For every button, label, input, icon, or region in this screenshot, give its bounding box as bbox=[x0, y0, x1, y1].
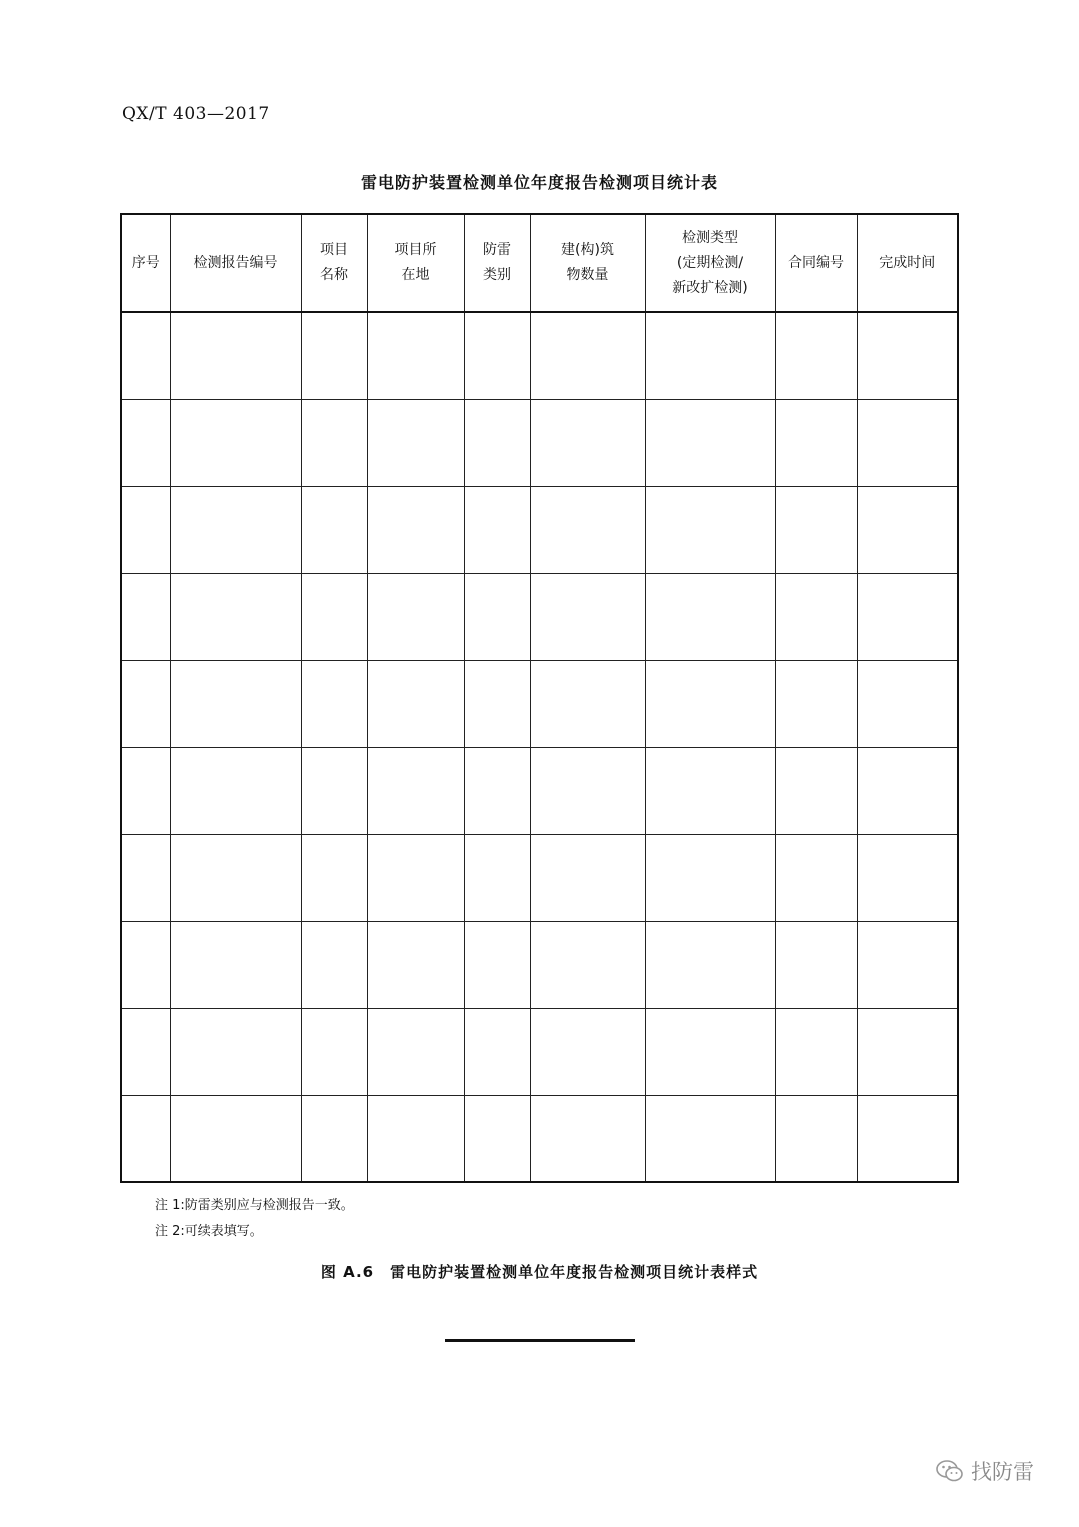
table-cell bbox=[121, 921, 170, 1008]
table-row bbox=[121, 1095, 958, 1182]
table-cell bbox=[121, 660, 170, 747]
table-cell bbox=[301, 573, 367, 660]
table-row bbox=[121, 1008, 958, 1095]
table-cell bbox=[367, 834, 464, 921]
table-cell bbox=[775, 1095, 857, 1182]
table-cell bbox=[464, 660, 530, 747]
table-title: 雷电防护装置检测单位年度报告检测项目统计表 bbox=[360, 173, 718, 192]
table-body bbox=[121, 312, 958, 1182]
table-cell bbox=[857, 834, 958, 921]
table-row bbox=[121, 921, 958, 1008]
wechat-icon bbox=[935, 1458, 965, 1484]
standard-code: QX/T 403—2017 bbox=[122, 104, 270, 124]
table-cell bbox=[530, 312, 645, 399]
table-cell bbox=[464, 1095, 530, 1182]
header-completion-time: 完成时间 bbox=[857, 214, 958, 312]
table-cell bbox=[121, 486, 170, 573]
table-cell bbox=[857, 921, 958, 1008]
watermark bbox=[935, 1456, 1034, 1486]
table-cell bbox=[645, 660, 775, 747]
note-2: 注 2:可续表填写。 bbox=[155, 1224, 263, 1239]
table-cell bbox=[464, 486, 530, 573]
header-report-number: 检测报告编号 bbox=[170, 214, 301, 312]
table-cell bbox=[530, 660, 645, 747]
table-cell bbox=[775, 747, 857, 834]
table-cell bbox=[301, 921, 367, 1008]
table-row bbox=[121, 660, 958, 747]
table-cell bbox=[121, 747, 170, 834]
table-cell bbox=[121, 312, 170, 399]
end-rule bbox=[445, 1339, 635, 1342]
table-cell bbox=[645, 573, 775, 660]
table-row bbox=[121, 573, 958, 660]
table-cell bbox=[464, 399, 530, 486]
table-cell bbox=[775, 312, 857, 399]
header-row bbox=[121, 214, 958, 312]
table-cell bbox=[775, 1008, 857, 1095]
table-cell bbox=[301, 834, 367, 921]
table-cell bbox=[170, 312, 301, 399]
table-cell bbox=[121, 1095, 170, 1182]
table-cell bbox=[530, 747, 645, 834]
table-cell bbox=[170, 1008, 301, 1095]
table-cell bbox=[530, 486, 645, 573]
table-cell bbox=[367, 573, 464, 660]
notes bbox=[155, 1193, 354, 1245]
table-cell bbox=[170, 1095, 301, 1182]
table-cell bbox=[530, 1008, 645, 1095]
table-cell bbox=[645, 921, 775, 1008]
header-contract-number: 合同编号 bbox=[775, 214, 857, 312]
table-cell bbox=[775, 921, 857, 1008]
table-row bbox=[121, 834, 958, 921]
header-serial-number: 序号 bbox=[121, 214, 170, 312]
header-project-location: 项目所 在地 bbox=[367, 214, 464, 312]
table-cell bbox=[464, 921, 530, 1008]
table-cell bbox=[857, 660, 958, 747]
table-cell bbox=[530, 399, 645, 486]
table-cell bbox=[301, 312, 367, 399]
table-cell bbox=[775, 660, 857, 747]
header-inspection-type: 检测类型 (定期检测/ 新改扩检测) bbox=[645, 214, 775, 312]
table-cell bbox=[857, 573, 958, 660]
statistics-table bbox=[120, 213, 959, 1183]
table-cell bbox=[170, 834, 301, 921]
table-cell bbox=[121, 1008, 170, 1095]
table-cell bbox=[530, 1095, 645, 1182]
table-row bbox=[121, 399, 958, 486]
table-cell bbox=[530, 573, 645, 660]
header-protection-category: 防雷 类别 bbox=[464, 214, 530, 312]
table-cell bbox=[170, 486, 301, 573]
table-cell bbox=[464, 573, 530, 660]
figure-caption: 图 A.6 雷电防护装置检测单位年度报告检测项目统计表样式 bbox=[320, 1263, 759, 1281]
table-cell bbox=[367, 486, 464, 573]
table-cell bbox=[857, 486, 958, 573]
table-cell bbox=[775, 486, 857, 573]
table-cell bbox=[464, 747, 530, 834]
table-cell bbox=[645, 486, 775, 573]
table-cell bbox=[530, 834, 645, 921]
table-cell bbox=[301, 486, 367, 573]
header-project-name: 项目 名称 bbox=[301, 214, 367, 312]
table-cell bbox=[170, 399, 301, 486]
table-cell bbox=[367, 660, 464, 747]
table-cell bbox=[464, 834, 530, 921]
table-cell bbox=[645, 399, 775, 486]
table-row bbox=[121, 747, 958, 834]
table-cell bbox=[645, 747, 775, 834]
table-cell bbox=[301, 399, 367, 486]
table-cell bbox=[775, 573, 857, 660]
table-cell bbox=[121, 573, 170, 660]
table-cell bbox=[857, 399, 958, 486]
table-cell bbox=[367, 1095, 464, 1182]
table-cell bbox=[170, 747, 301, 834]
table-cell bbox=[857, 312, 958, 399]
table-cell bbox=[121, 834, 170, 921]
header-building-count: 建(构)筑 物数量 bbox=[530, 214, 645, 312]
table-cell bbox=[367, 312, 464, 399]
table-cell bbox=[301, 747, 367, 834]
table-cell bbox=[367, 921, 464, 1008]
table-row bbox=[121, 486, 958, 573]
table-cell bbox=[170, 660, 301, 747]
table-cell bbox=[530, 921, 645, 1008]
table-cell bbox=[464, 312, 530, 399]
table-cell bbox=[367, 747, 464, 834]
table-cell bbox=[645, 834, 775, 921]
table-cell bbox=[775, 399, 857, 486]
table-cell bbox=[301, 660, 367, 747]
table-cell bbox=[857, 1095, 958, 1182]
table-cell bbox=[775, 834, 857, 921]
note-1: 注 1:防雷类别应与检测报告一致。 bbox=[155, 1198, 354, 1213]
watermark-text: 找防雷 bbox=[971, 1460, 1034, 1484]
table-cell bbox=[170, 573, 301, 660]
table-cell bbox=[464, 1008, 530, 1095]
table-cell bbox=[645, 1095, 775, 1182]
table-cell bbox=[645, 312, 775, 399]
table-cell bbox=[367, 399, 464, 486]
table-row bbox=[121, 312, 958, 399]
table-cell bbox=[170, 921, 301, 1008]
table-cell bbox=[857, 747, 958, 834]
table-cell bbox=[857, 1008, 958, 1095]
table-cell bbox=[301, 1095, 367, 1182]
table-cell bbox=[645, 1008, 775, 1095]
table-cell bbox=[367, 1008, 464, 1095]
table-cell bbox=[121, 399, 170, 486]
table-cell bbox=[301, 1008, 367, 1095]
